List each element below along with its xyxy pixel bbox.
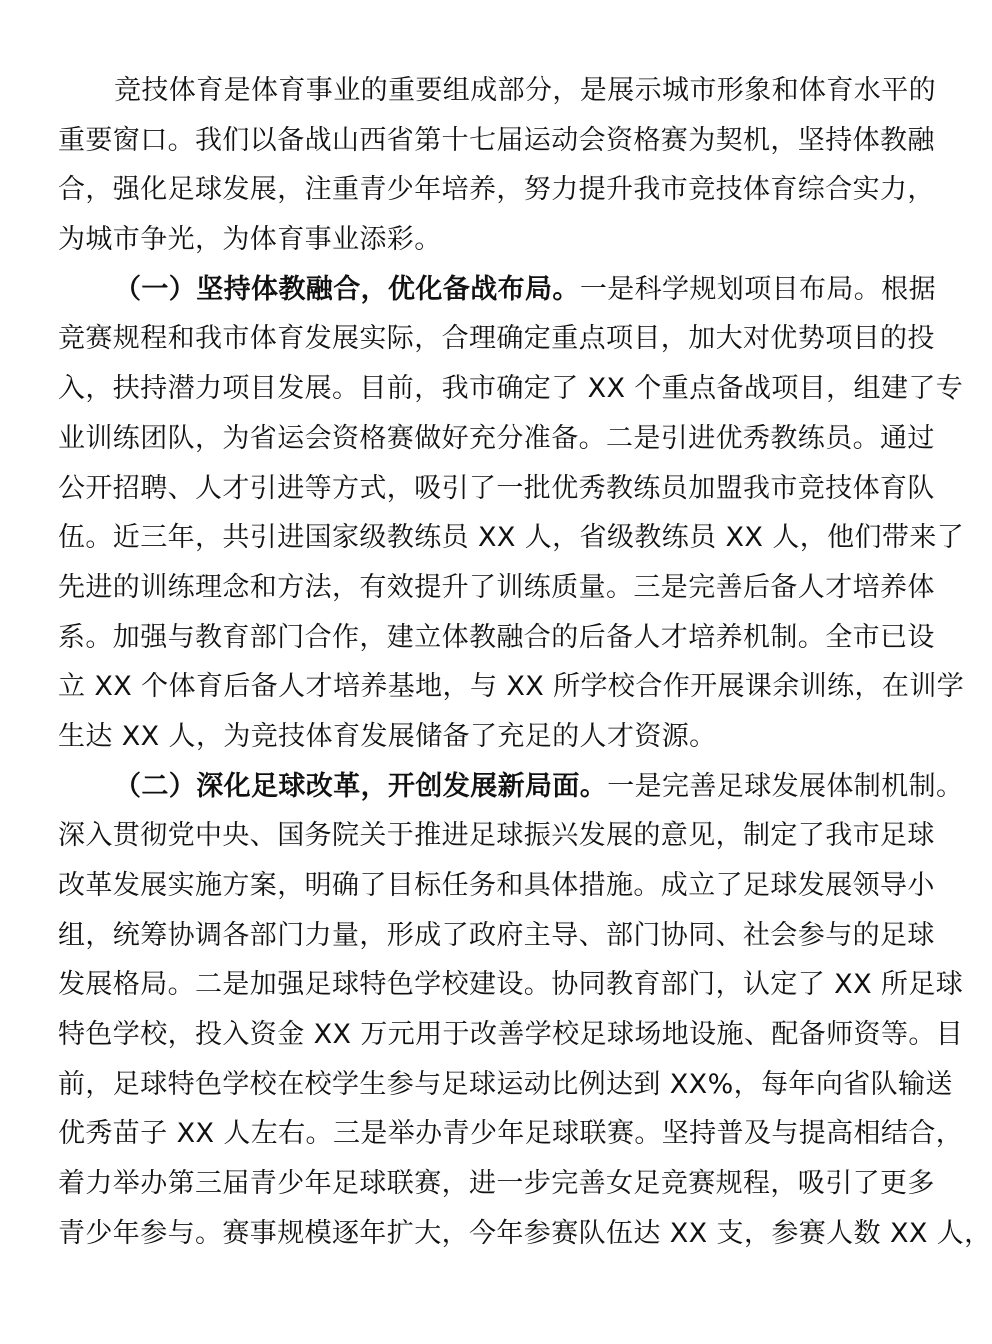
text-line: 为城市争光，为体育事业添彩。 <box>58 224 442 256</box>
text-line: 深入贯彻党中央、国务院关于推进足球振兴发展的意见，制定了我市足球 <box>58 820 935 852</box>
section-two-paragraph <box>58 762 992 1259</box>
text-line: 立 XX 个体育后备人才培养基地，与 XX 所学校合作开展课余训练，在训学 <box>58 671 965 703</box>
text-line: 重要窗口。我们以备战山西省第十七届运动会资格赛为契机，坚持体教融 <box>58 124 935 156</box>
text-line: 竞技体育是体育事业的重要组成部分，是展示城市形象和体育水平的 <box>114 75 936 106</box>
text-line: 合，强化足球发展，注重青少年培养，努力提升我市竞技体育综合实力， <box>58 174 935 206</box>
text-line: 系。加强与教育部门合作，建立体教融合的后备人才培养机制。全市已设 <box>58 621 935 653</box>
text-line: 竞赛规程和我市体育发展实际，合理确定重点项目，加大对优势项目的投 <box>58 323 935 355</box>
section-one-paragraph <box>58 265 965 762</box>
text-line: 组，统筹协调各部门力量，形成了政府主导、部门协同、社会参与的足球 <box>58 919 935 951</box>
text-line: 着力举办第三届青少年足球联赛，进一步完善女足竞赛规程，吸引了更多 <box>58 1168 935 1200</box>
text-line: 前，足球特色学校在校学生参与足球运动比例达到 XX%，每年向省队输送 <box>58 1068 953 1100</box>
section-one-heading: （一）坚持体教融合，优化备战布局。 <box>114 273 580 305</box>
intro-paragraph <box>58 66 936 265</box>
section-two-first-text: 一是完善足球发展体制机制。 <box>607 770 964 802</box>
text-line: 先进的训练理念和方法，有效提升了训练质量。三是完善后备人才培养体 <box>58 571 935 603</box>
text-line: 特色学校，投入资金 XX 万元用于改善学校足球场地设施、配备师资等。目 <box>58 1019 964 1051</box>
text-line: 公开招聘、人才引进等方式，吸引了一批优秀教练员加盟我市竞技体育队 <box>58 472 935 504</box>
document-page <box>58 66 992 1259</box>
text-line <box>58 762 964 812</box>
text-line <box>58 265 937 315</box>
text-line: 改革发展实施方案，明确了目标任务和具体措施。成立了足球发展领导小 <box>58 870 935 901</box>
text-line: 发展格局。二是加强足球特色学校建设。协同教育部门，认定了 XX 所足球 <box>58 969 964 1001</box>
text-line: 青少年参与。赛事规模逐年扩大，今年参赛队伍达 XX 支，参赛人数 XX 人， <box>58 1217 992 1249</box>
text-line: 入，扶持潜力项目发展。目前，我市确定了 XX 个重点备战项目，组建了专 <box>58 373 964 405</box>
text-line: 业训练团队，为省运会资格赛做好充分准备。二是引进优秀教练员。通过 <box>58 422 935 454</box>
section-one-first-text: 一是科学规划项目布局。根据 <box>579 273 937 305</box>
text-line: 伍。近三年，共引进国家级教练员 XX 人，省级教练员 XX 人，他们带来了 <box>58 522 965 554</box>
text-line: 生达 XX 人，为竞技体育发展储备了充足的人才资源。 <box>58 720 717 752</box>
section-two-heading: （二）深化足球改革，开创发展新局面。 <box>114 770 608 802</box>
text-line: 优秀苗子 XX 人左右。三是举办青少年足球联赛。坚持普及与提高相结合， <box>58 1118 964 1150</box>
